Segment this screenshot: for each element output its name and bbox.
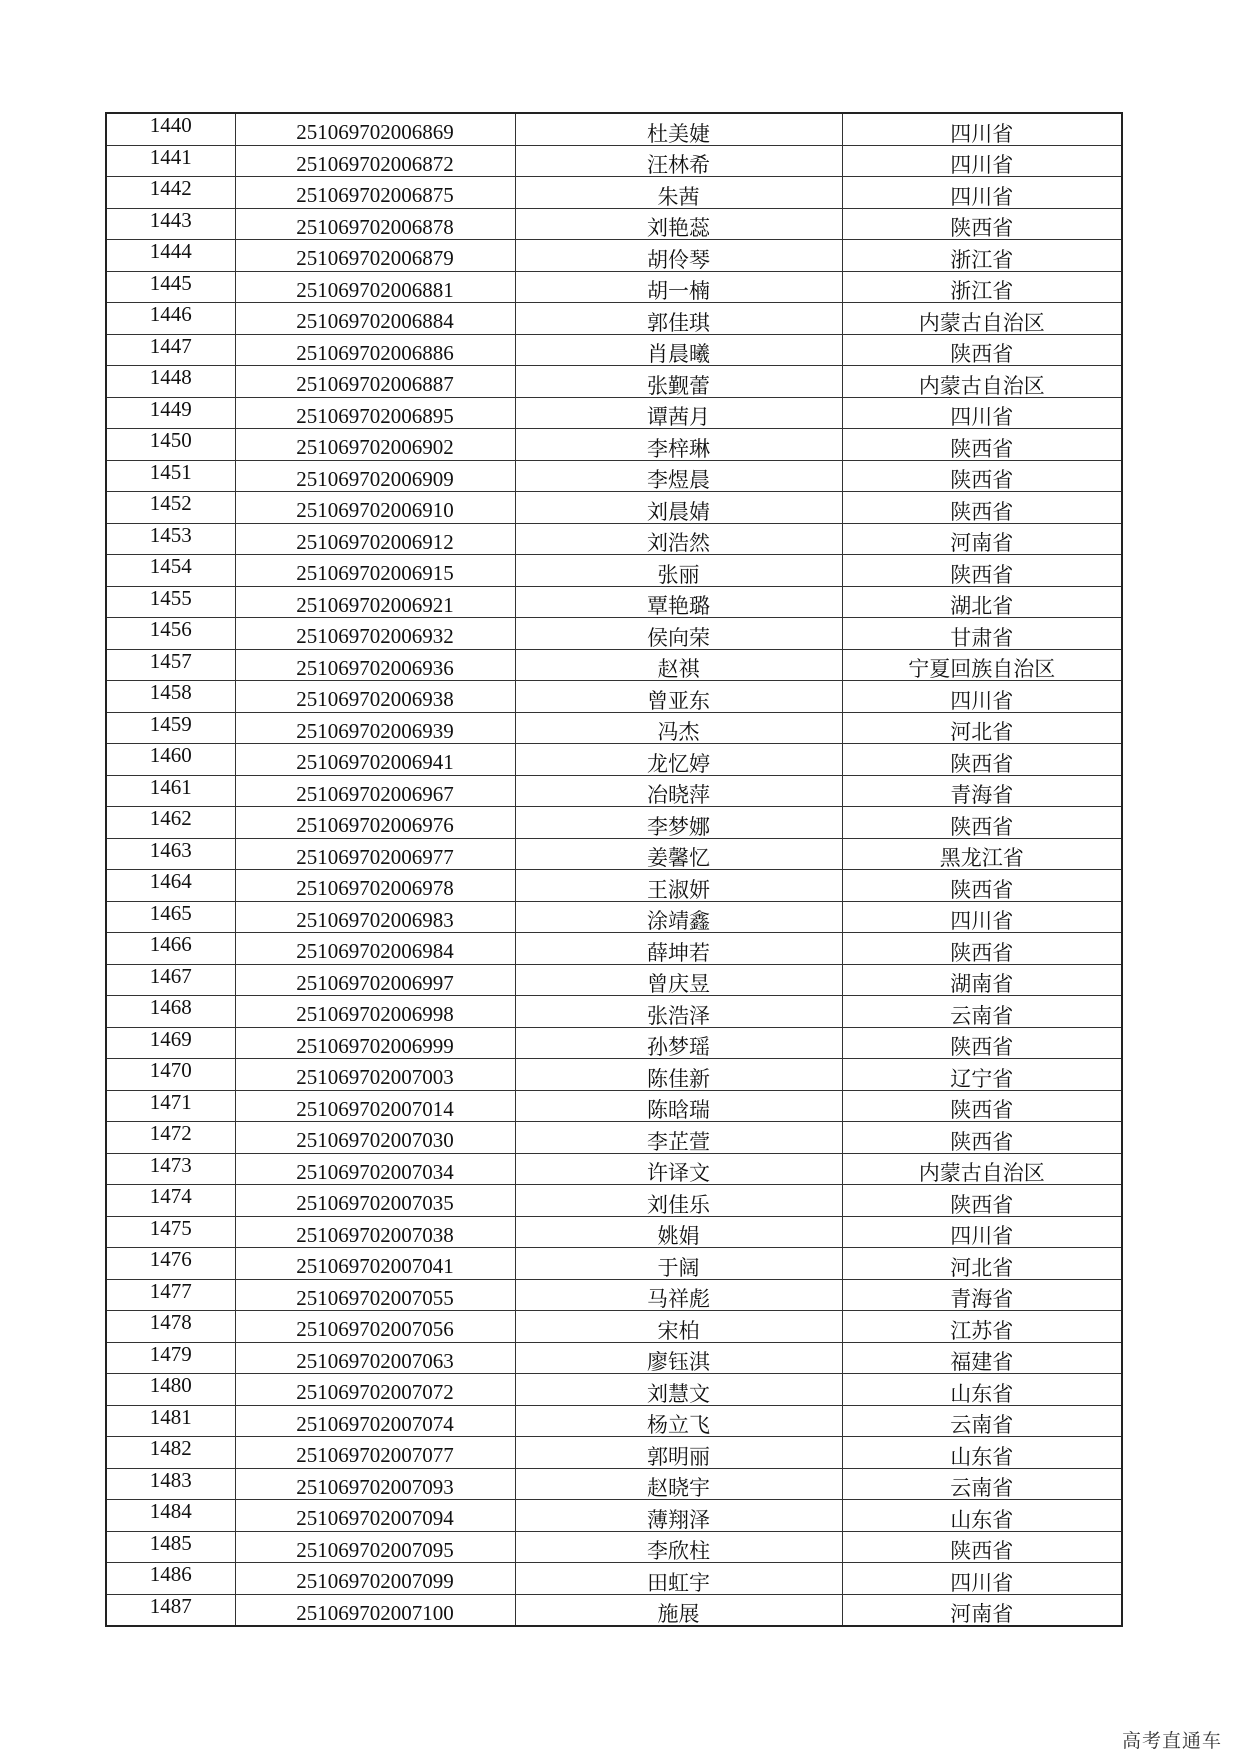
candidate-name-cell: 李欣柱 bbox=[515, 1531, 842, 1563]
candidate-id-cell: 251069702007095 bbox=[235, 1531, 515, 1563]
table-row bbox=[106, 429, 1122, 461]
candidate-name-cell: 胡一楠 bbox=[515, 271, 842, 303]
sequence-number-cell: 1465 bbox=[106, 901, 235, 933]
sequence-number-cell: 1445 bbox=[106, 271, 235, 303]
candidate-name-cell: 薛坤若 bbox=[515, 933, 842, 965]
candidate-id-cell: 251069702007093 bbox=[235, 1468, 515, 1500]
province-cell: 陕西省 bbox=[842, 807, 1122, 839]
candidate-id-cell: 251069702006902 bbox=[235, 429, 515, 461]
candidate-name-cell: 肖晨曦 bbox=[515, 334, 842, 366]
candidate-id-cell: 251069702006939 bbox=[235, 712, 515, 744]
candidate-name-cell: 马祥彪 bbox=[515, 1279, 842, 1311]
province-cell: 云南省 bbox=[842, 1468, 1122, 1500]
sequence-number-cell: 1482 bbox=[106, 1437, 235, 1469]
candidate-name-cell: 薄翔泽 bbox=[515, 1500, 842, 1532]
candidate-id-cell: 251069702006879 bbox=[235, 240, 515, 272]
candidate-id-cell: 251069702007099 bbox=[235, 1563, 515, 1595]
province-cell: 山东省 bbox=[842, 1437, 1122, 1469]
sequence-number-cell: 1476 bbox=[106, 1248, 235, 1280]
sequence-number-cell: 1466 bbox=[106, 933, 235, 965]
table-row bbox=[106, 649, 1122, 681]
province-cell: 陕西省 bbox=[842, 1185, 1122, 1217]
table-row bbox=[106, 366, 1122, 398]
candidate-id-cell: 251069702006921 bbox=[235, 586, 515, 618]
sequence-number-cell: 1441 bbox=[106, 145, 235, 177]
candidate-id-cell: 251069702007056 bbox=[235, 1311, 515, 1343]
candidate-name-cell: 刘佳乐 bbox=[515, 1185, 842, 1217]
sequence-number-cell: 1472 bbox=[106, 1122, 235, 1154]
sequence-number-cell: 1462 bbox=[106, 807, 235, 839]
province-cell: 云南省 bbox=[842, 996, 1122, 1028]
province-cell: 内蒙古自治区 bbox=[842, 303, 1122, 335]
candidate-name-cell: 涂靖鑫 bbox=[515, 901, 842, 933]
candidate-id-cell: 251069702007034 bbox=[235, 1153, 515, 1185]
candidate-id-cell: 251069702007063 bbox=[235, 1342, 515, 1374]
candidate-id-cell: 251069702007074 bbox=[235, 1405, 515, 1437]
province-cell: 浙江省 bbox=[842, 240, 1122, 272]
table-row bbox=[106, 964, 1122, 996]
candidate-id-cell: 251069702007077 bbox=[235, 1437, 515, 1469]
candidate-id-cell: 251069702007003 bbox=[235, 1059, 515, 1091]
candidate-name-cell: 张浩泽 bbox=[515, 996, 842, 1028]
province-cell: 四川省 bbox=[842, 1216, 1122, 1248]
sequence-number-cell: 1464 bbox=[106, 870, 235, 902]
candidate-id-cell: 251069702006977 bbox=[235, 838, 515, 870]
table-row bbox=[106, 1153, 1122, 1185]
table-row bbox=[106, 177, 1122, 209]
sequence-number-cell: 1457 bbox=[106, 649, 235, 681]
province-cell: 四川省 bbox=[842, 397, 1122, 429]
candidate-name-cell: 曾亚东 bbox=[515, 681, 842, 713]
sequence-number-cell: 1458 bbox=[106, 681, 235, 713]
candidate-name-cell: 冯杰 bbox=[515, 712, 842, 744]
candidate-name-cell: 陈晗瑞 bbox=[515, 1090, 842, 1122]
province-cell: 湖南省 bbox=[842, 964, 1122, 996]
sequence-number-cell: 1479 bbox=[106, 1342, 235, 1374]
candidate-id-cell: 251069702007100 bbox=[235, 1594, 515, 1626]
sequence-number-cell: 1446 bbox=[106, 303, 235, 335]
sequence-number-cell: 1440 bbox=[106, 113, 235, 145]
table-row bbox=[106, 397, 1122, 429]
table-row bbox=[106, 712, 1122, 744]
sequence-number-cell: 1463 bbox=[106, 838, 235, 870]
candidate-id-cell: 251069702006936 bbox=[235, 649, 515, 681]
table-row bbox=[106, 618, 1122, 650]
table-body bbox=[106, 113, 1122, 1626]
sequence-number-cell: 1478 bbox=[106, 1311, 235, 1343]
table-row bbox=[106, 933, 1122, 965]
province-cell: 陕西省 bbox=[842, 492, 1122, 524]
candidate-id-cell: 251069702006910 bbox=[235, 492, 515, 524]
province-cell: 陕西省 bbox=[842, 933, 1122, 965]
sequence-number-cell: 1453 bbox=[106, 523, 235, 555]
admission-list-table bbox=[105, 112, 1123, 1627]
candidate-id-cell: 251069702006886 bbox=[235, 334, 515, 366]
sequence-number-cell: 1471 bbox=[106, 1090, 235, 1122]
candidate-id-cell: 251069702006938 bbox=[235, 681, 515, 713]
province-cell: 陕西省 bbox=[842, 744, 1122, 776]
sequence-number-cell: 1474 bbox=[106, 1185, 235, 1217]
candidate-id-cell: 251069702006869 bbox=[235, 113, 515, 145]
province-cell: 福建省 bbox=[842, 1342, 1122, 1374]
table-row bbox=[106, 1594, 1122, 1626]
province-cell: 陕西省 bbox=[842, 1122, 1122, 1154]
table-row bbox=[106, 492, 1122, 524]
candidate-name-cell: 廖钰淇 bbox=[515, 1342, 842, 1374]
province-cell: 陕西省 bbox=[842, 334, 1122, 366]
candidate-id-cell: 251069702006884 bbox=[235, 303, 515, 335]
table-row bbox=[106, 775, 1122, 807]
sequence-number-cell: 1452 bbox=[106, 492, 235, 524]
sequence-number-cell: 1447 bbox=[106, 334, 235, 366]
candidate-id-cell: 251069702006875 bbox=[235, 177, 515, 209]
table-row bbox=[106, 1185, 1122, 1217]
table-row bbox=[106, 1279, 1122, 1311]
sequence-number-cell: 1480 bbox=[106, 1374, 235, 1406]
candidate-name-cell: 姚娟 bbox=[515, 1216, 842, 1248]
candidate-name-cell: 刘慧文 bbox=[515, 1374, 842, 1406]
sequence-number-cell: 1451 bbox=[106, 460, 235, 492]
sequence-number-cell: 1454 bbox=[106, 555, 235, 587]
table-row bbox=[106, 1027, 1122, 1059]
candidate-name-cell: 郭明丽 bbox=[515, 1437, 842, 1469]
province-cell: 陕西省 bbox=[842, 1090, 1122, 1122]
candidate-name-cell: 汪林希 bbox=[515, 145, 842, 177]
province-cell: 陕西省 bbox=[842, 208, 1122, 240]
sequence-number-cell: 1467 bbox=[106, 964, 235, 996]
table-row bbox=[106, 523, 1122, 555]
sequence-number-cell: 1449 bbox=[106, 397, 235, 429]
candidate-name-cell: 赵晓宇 bbox=[515, 1468, 842, 1500]
candidate-id-cell: 251069702006941 bbox=[235, 744, 515, 776]
candidate-id-cell: 251069702006887 bbox=[235, 366, 515, 398]
table-row bbox=[106, 1216, 1122, 1248]
sequence-number-cell: 1484 bbox=[106, 1500, 235, 1532]
candidate-name-cell: 姜馨忆 bbox=[515, 838, 842, 870]
candidate-id-cell: 251069702006978 bbox=[235, 870, 515, 902]
candidate-name-cell: 覃艳璐 bbox=[515, 586, 842, 618]
sequence-number-cell: 1456 bbox=[106, 618, 235, 650]
province-cell: 陕西省 bbox=[842, 1027, 1122, 1059]
candidate-id-cell: 251069702006895 bbox=[235, 397, 515, 429]
candidate-id-cell: 251069702006983 bbox=[235, 901, 515, 933]
candidate-id-cell: 251069702006984 bbox=[235, 933, 515, 965]
province-cell: 青海省 bbox=[842, 775, 1122, 807]
candidate-name-cell: 李梦娜 bbox=[515, 807, 842, 839]
table-row bbox=[106, 334, 1122, 366]
province-cell: 四川省 bbox=[842, 177, 1122, 209]
table-row bbox=[106, 1531, 1122, 1563]
sequence-number-cell: 1485 bbox=[106, 1531, 235, 1563]
sequence-number-cell: 1473 bbox=[106, 1153, 235, 1185]
table-row bbox=[106, 1122, 1122, 1154]
table-row bbox=[106, 1059, 1122, 1091]
candidate-id-cell: 251069702007041 bbox=[235, 1248, 515, 1280]
sequence-number-cell: 1483 bbox=[106, 1468, 235, 1500]
candidate-id-cell: 251069702006915 bbox=[235, 555, 515, 587]
sequence-number-cell: 1444 bbox=[106, 240, 235, 272]
candidate-id-cell: 251069702006967 bbox=[235, 775, 515, 807]
province-cell: 山东省 bbox=[842, 1500, 1122, 1532]
candidate-id-cell: 251069702006997 bbox=[235, 964, 515, 996]
sequence-number-cell: 1477 bbox=[106, 1279, 235, 1311]
candidate-id-cell: 251069702006932 bbox=[235, 618, 515, 650]
sequence-number-cell: 1442 bbox=[106, 177, 235, 209]
sequence-number-cell: 1461 bbox=[106, 775, 235, 807]
table-row bbox=[106, 145, 1122, 177]
candidate-id-cell: 251069702007094 bbox=[235, 1500, 515, 1532]
sequence-number-cell: 1469 bbox=[106, 1027, 235, 1059]
province-cell: 宁夏回族自治区 bbox=[842, 649, 1122, 681]
table-row bbox=[106, 271, 1122, 303]
province-cell: 湖北省 bbox=[842, 586, 1122, 618]
province-cell: 黑龙江省 bbox=[842, 838, 1122, 870]
province-cell: 甘肃省 bbox=[842, 618, 1122, 650]
table-row bbox=[106, 681, 1122, 713]
candidate-id-cell: 251069702007030 bbox=[235, 1122, 515, 1154]
candidate-name-cell: 田虹宇 bbox=[515, 1563, 842, 1595]
province-cell: 河北省 bbox=[842, 1248, 1122, 1280]
table-row bbox=[106, 240, 1122, 272]
table-row bbox=[106, 1405, 1122, 1437]
sequence-number-cell: 1487 bbox=[106, 1594, 235, 1626]
candidate-id-cell: 251069702007055 bbox=[235, 1279, 515, 1311]
candidate-name-cell: 李芷萱 bbox=[515, 1122, 842, 1154]
candidate-name-cell: 许译文 bbox=[515, 1153, 842, 1185]
province-cell: 四川省 bbox=[842, 113, 1122, 145]
table-row bbox=[106, 555, 1122, 587]
candidate-id-cell: 251069702007035 bbox=[235, 1185, 515, 1217]
table-row bbox=[106, 303, 1122, 335]
candidate-name-cell: 于阔 bbox=[515, 1248, 842, 1280]
candidate-id-cell: 251069702006999 bbox=[235, 1027, 515, 1059]
table-row bbox=[106, 1563, 1122, 1595]
watermark-text: 高考直通车 bbox=[1121, 1730, 1222, 1752]
table-row bbox=[106, 1374, 1122, 1406]
province-cell: 内蒙古自治区 bbox=[842, 366, 1122, 398]
province-cell: 河南省 bbox=[842, 523, 1122, 555]
candidate-id-cell: 251069702006881 bbox=[235, 271, 515, 303]
province-cell: 浙江省 bbox=[842, 271, 1122, 303]
table-row bbox=[106, 807, 1122, 839]
candidate-id-cell: 251069702007038 bbox=[235, 1216, 515, 1248]
province-cell: 青海省 bbox=[842, 1279, 1122, 1311]
table-row bbox=[106, 586, 1122, 618]
candidate-name-cell: 胡伶琴 bbox=[515, 240, 842, 272]
table-row bbox=[106, 838, 1122, 870]
candidate-id-cell: 251069702006976 bbox=[235, 807, 515, 839]
province-cell: 陕西省 bbox=[842, 460, 1122, 492]
candidate-id-cell: 251069702006912 bbox=[235, 523, 515, 555]
candidate-name-cell: 郭佳琪 bbox=[515, 303, 842, 335]
table-row bbox=[106, 1437, 1122, 1469]
table-row bbox=[106, 460, 1122, 492]
sequence-number-cell: 1468 bbox=[106, 996, 235, 1028]
candidate-name-cell: 龙忆婷 bbox=[515, 744, 842, 776]
province-cell: 陕西省 bbox=[842, 1531, 1122, 1563]
candidate-id-cell: 251069702006998 bbox=[235, 996, 515, 1028]
candidate-id-cell: 251069702006878 bbox=[235, 208, 515, 240]
candidate-id-cell: 251069702006872 bbox=[235, 145, 515, 177]
province-cell: 内蒙古自治区 bbox=[842, 1153, 1122, 1185]
sequence-number-cell: 1450 bbox=[106, 429, 235, 461]
province-cell: 江苏省 bbox=[842, 1311, 1122, 1343]
province-cell: 四川省 bbox=[842, 681, 1122, 713]
sequence-number-cell: 1443 bbox=[106, 208, 235, 240]
province-cell: 陕西省 bbox=[842, 870, 1122, 902]
candidate-name-cell: 刘艳蕊 bbox=[515, 208, 842, 240]
candidate-id-cell: 251069702007072 bbox=[235, 1374, 515, 1406]
sequence-number-cell: 1470 bbox=[106, 1059, 235, 1091]
candidate-name-cell: 张丽 bbox=[515, 555, 842, 587]
candidate-name-cell: 张觐蕾 bbox=[515, 366, 842, 398]
candidate-name-cell: 李煜晨 bbox=[515, 460, 842, 492]
candidate-name-cell: 谭茜月 bbox=[515, 397, 842, 429]
sequence-number-cell: 1459 bbox=[106, 712, 235, 744]
sequence-number-cell: 1448 bbox=[106, 366, 235, 398]
table-row bbox=[106, 113, 1122, 145]
candidate-name-cell: 施展 bbox=[515, 1594, 842, 1626]
table-row bbox=[106, 901, 1122, 933]
table-row bbox=[106, 1090, 1122, 1122]
candidate-name-cell: 赵祺 bbox=[515, 649, 842, 681]
candidate-name-cell: 冶晓萍 bbox=[515, 775, 842, 807]
sequence-number-cell: 1481 bbox=[106, 1405, 235, 1437]
province-cell: 陕西省 bbox=[842, 429, 1122, 461]
table-row bbox=[106, 1468, 1122, 1500]
table-row bbox=[106, 870, 1122, 902]
candidate-name-cell: 宋柏 bbox=[515, 1311, 842, 1343]
province-cell: 四川省 bbox=[842, 1563, 1122, 1595]
table-row bbox=[106, 1500, 1122, 1532]
sequence-number-cell: 1455 bbox=[106, 586, 235, 618]
province-cell: 四川省 bbox=[842, 901, 1122, 933]
candidate-name-cell: 刘浩然 bbox=[515, 523, 842, 555]
table-row bbox=[106, 1342, 1122, 1374]
candidate-id-cell: 251069702006909 bbox=[235, 460, 515, 492]
candidate-id-cell: 251069702007014 bbox=[235, 1090, 515, 1122]
province-cell: 云南省 bbox=[842, 1405, 1122, 1437]
candidate-name-cell: 孙梦瑶 bbox=[515, 1027, 842, 1059]
table-row bbox=[106, 744, 1122, 776]
candidate-name-cell: 杜美婕 bbox=[515, 113, 842, 145]
candidate-name-cell: 侯向荣 bbox=[515, 618, 842, 650]
province-cell: 河北省 bbox=[842, 712, 1122, 744]
province-cell: 陕西省 bbox=[842, 555, 1122, 587]
candidate-name-cell: 曾庆昱 bbox=[515, 964, 842, 996]
candidate-name-cell: 刘晨婧 bbox=[515, 492, 842, 524]
province-cell: 山东省 bbox=[842, 1374, 1122, 1406]
candidate-name-cell: 李梓琳 bbox=[515, 429, 842, 461]
province-cell: 河南省 bbox=[842, 1594, 1122, 1626]
sequence-number-cell: 1486 bbox=[106, 1563, 235, 1595]
candidate-name-cell: 王淑妍 bbox=[515, 870, 842, 902]
table-row bbox=[106, 996, 1122, 1028]
table-row bbox=[106, 208, 1122, 240]
sequence-number-cell: 1460 bbox=[106, 744, 235, 776]
table-row bbox=[106, 1248, 1122, 1280]
province-cell: 四川省 bbox=[842, 145, 1122, 177]
candidate-name-cell: 朱茜 bbox=[515, 177, 842, 209]
candidate-name-cell: 陈佳新 bbox=[515, 1059, 842, 1091]
candidate-name-cell: 杨立飞 bbox=[515, 1405, 842, 1437]
sequence-number-cell: 1475 bbox=[106, 1216, 235, 1248]
province-cell: 辽宁省 bbox=[842, 1059, 1122, 1091]
table-row bbox=[106, 1311, 1122, 1343]
